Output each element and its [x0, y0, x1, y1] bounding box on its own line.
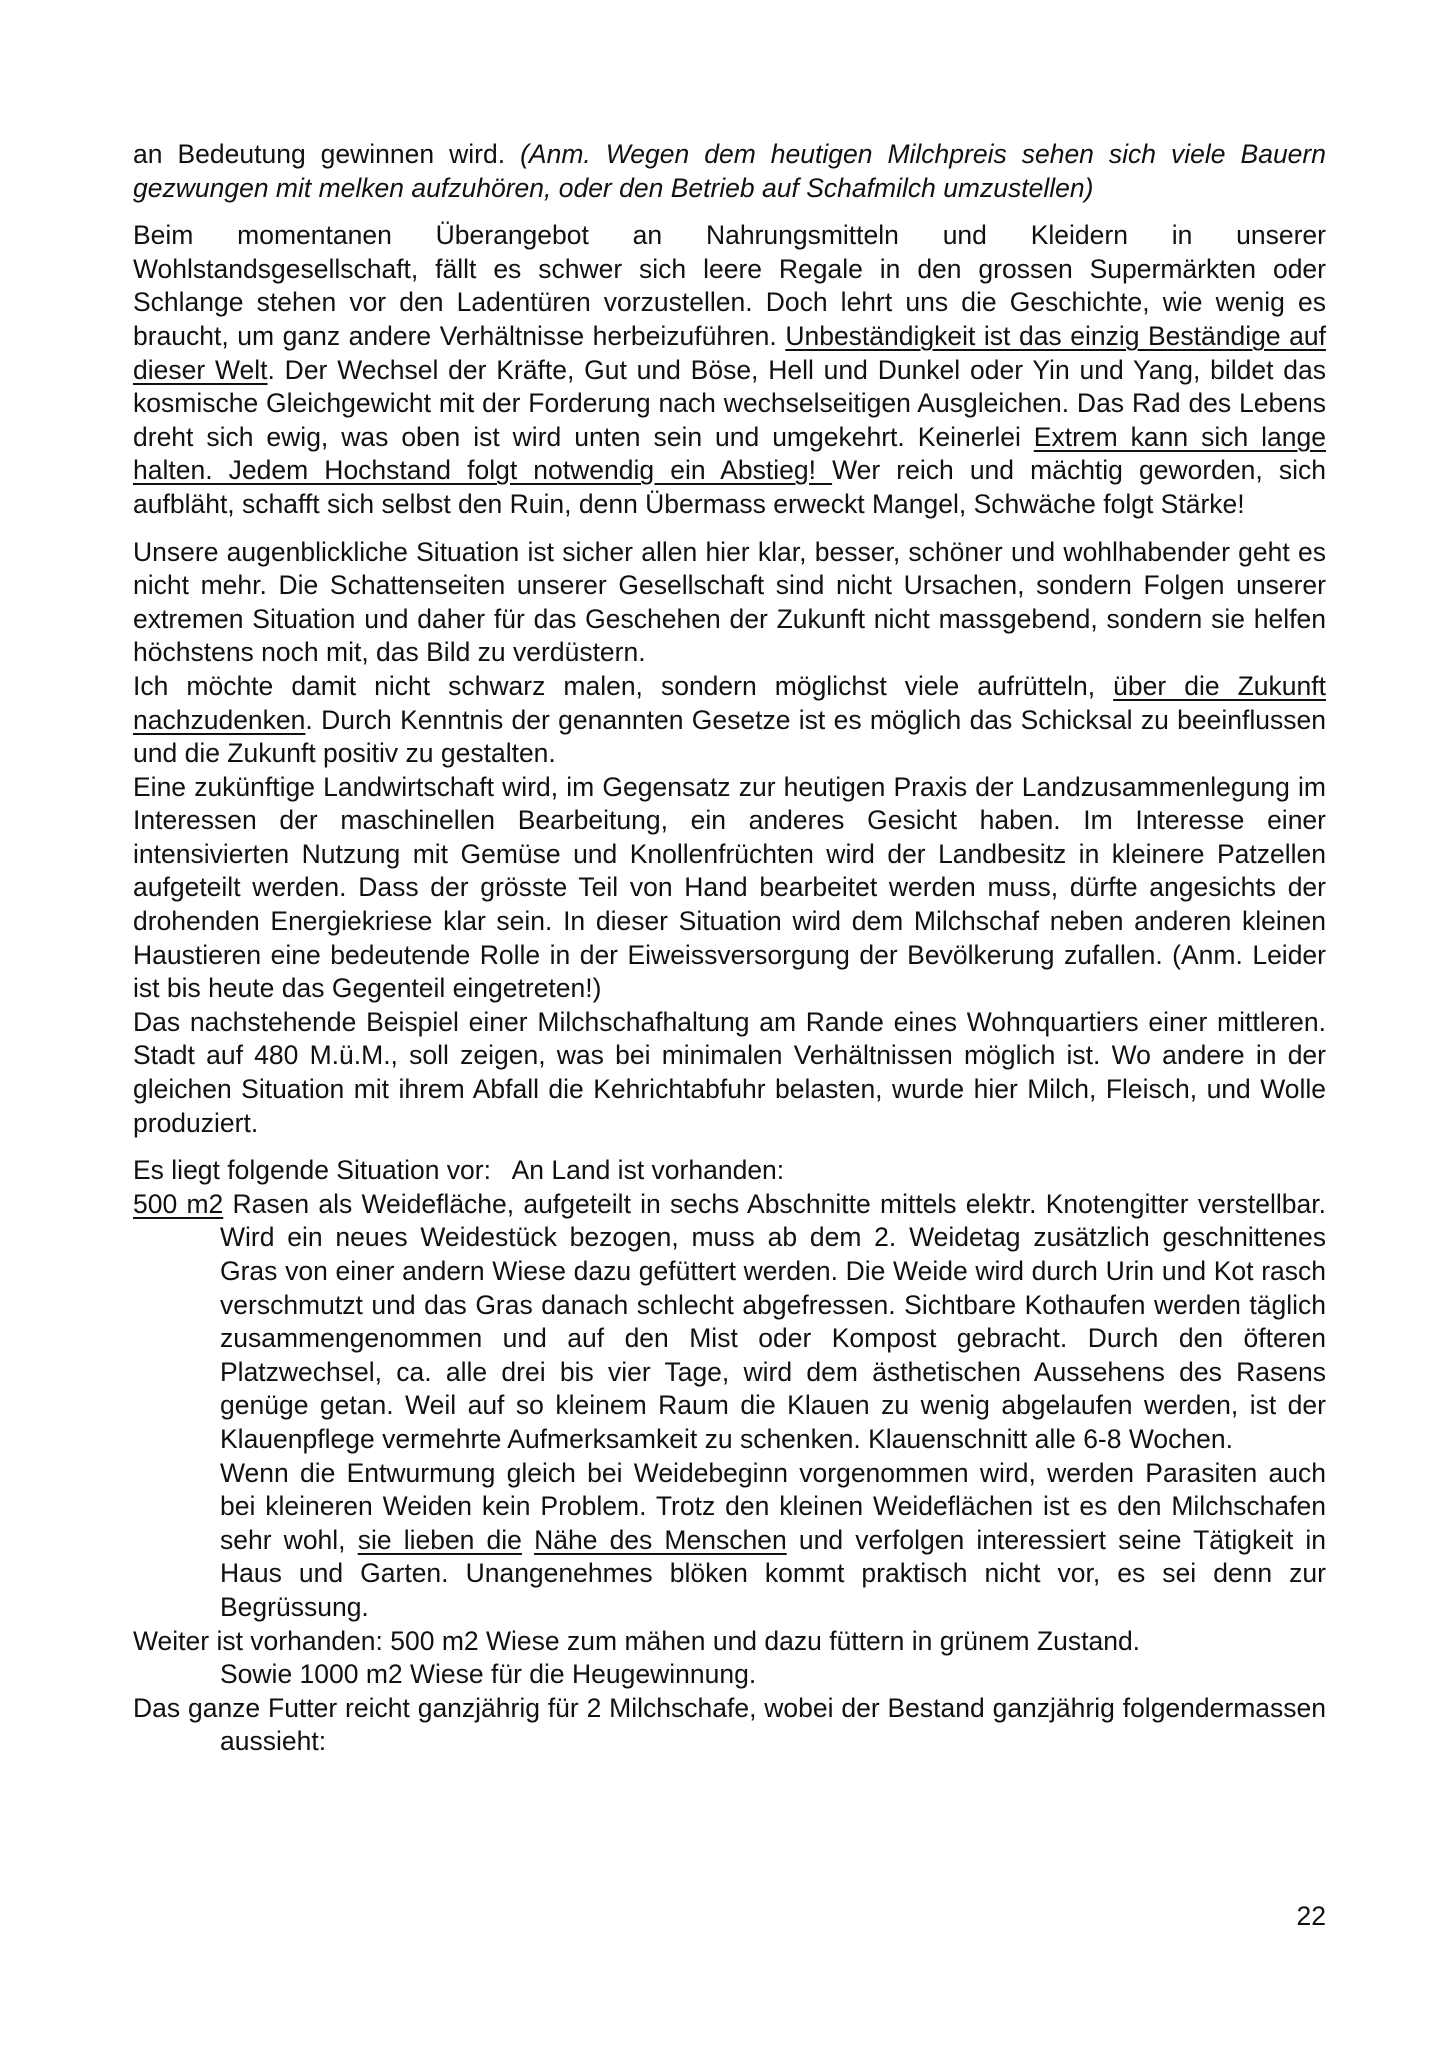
page-number: 22 — [1296, 1901, 1326, 1931]
paragraph-milk-price-note — [133, 138, 1326, 205]
underlined-phrase: über die Zukunft nachzudenken — [133, 670, 1326, 735]
paragraph-pasture-500m2 — [133, 1188, 1326, 1457]
paragraph-meadow-1000m2: Sowie 1000 m2 Wiese für die Heugewinnung. — [220, 1659, 757, 1690]
paragraph-example-milk-sheep: Das nachstehende Beispiel einer Milchschafhaltung am Rande eines Wohnquartiers einer mittleren. Stadt auf 480 M.ü.M., soll zeigen, was bei minimalen Verhältnissen möglich ist. Wo andere in der gleichen Situation mit ihrem Abfall die Kehrichtabfuhr belasten, wurde hier Milch, Fleisch, und Wolle produziert. — [133, 1006, 1326, 1138]
underlined-phrase: Nähe des Menschen — [534, 1524, 787, 1555]
paragraph-text: Rasen als Weidefläche, aufgeteilt in sechs Abschnitte mittels elektr. Knotengitter verstellbar. Wird ein neues Weidestück bezogen, muss ab dem 2. Weidetag zusätzlich geschnittenes Gras von einer andern Wiese dazu gefüttert werden. Die Weide wird durch Urin und Kot rasch verschmutzt und das Gras danach schlecht abgefressen. Sichtbare Kothaufen werden täglich zusammengenommen und auf den Mist oder Kompost gebracht. Durch den öfteren Platzwechsel, ca. alle drei bis vier Tage, wird dem ästhetischen Aussehens des Rasens genüge getan. Weil auf so kleinem Raum die Klauen zu wenig abgelaufen werden, ist der Klauenpflege vermehrte Aufmerksamkeit zu schenken. Klauenschnitt alle 6-8 Wochen. — [220, 1188, 1326, 1454]
paragraph-text: Ich möchte damit nicht schwarz malen, sondern möglichst viele aufrütteln, — [133, 670, 1114, 701]
paragraph-text: . Der Wechsel der Kräfte, Gut und Böse, Hell und Dunkel oder Yin und Yang, bildet das kosmische Gleichgewicht mit der Forderung nach wechselseitigen Ausgleichen. Das Rad des Lebens dreht sich ewig, was oben ist wird unten sein und umgekehrt. Keinerlei — [133, 354, 1327, 452]
paragraph-future-thinking — [133, 670, 1326, 771]
paragraph-text: Beim momentanen Überangebot an Nahrungsmitteln und Kleidern in unserer Wohlstandsgesellschaft, fällt es schwer sich leere Regale in den grossen Supermärkten oder Schlange stehen vor den Ladentüren vorzustellen. Doch lehrt uns die Geschichte, wie wenig es braucht, um ganz andere Verhältnisse herbeizuführen. — [133, 220, 1326, 351]
paragraph-meadow-500m2: Weiter ist vorhanden: 500 m2 Wiese zum mähen und dazu füttern in grünem Zustand. — [133, 1625, 1141, 1656]
paragraph-current-situation: Unsere augenblickliche Situation ist sicher allen hier klar, besser, schöner und wohlhabender geht es nicht mehr. Die Schattenseiten unserer Gesellschaft sind nicht Ursachen, sondern Folgen unserer extremen Situation und daher für das Geschehen der Zukunft nicht massgebend, sondern sie helfen höchstens noch mit, das Bild zu verdüstern. — [133, 536, 1326, 668]
paragraph-text: an Bedeutung gewinnen wird. — [133, 139, 521, 169]
paragraph-oversupply — [133, 219, 1326, 521]
paragraph-text: Wer reich und mächtig geworden, sich aufbläht, schafft sich selbst den Ruin, denn Übermass erweckt Mangel, Schwäche folgt Stärke! — [133, 455, 1327, 519]
paragraph-text: Wenn die Entwurmung gleich bei Weidebeginn vorgenommen wird, werden Parasiten auch bei kleineren Weiden kein Problem. Trotz den kleinen Weideflächen ist es den Milchschafen sehr wohl, — [220, 1457, 1326, 1555]
paragraph-situation-intro: Es liegt folgende Situation vor: An Land ist vorhanden: — [133, 1155, 785, 1186]
underlined-phrase: sie lieben die — [357, 1524, 522, 1555]
paragraph-text: . Durch Kenntnis der genannten Gesetze ist es möglich das Schicksal zu beeinflussen und die Zukunft positiv zu gestalten. — [133, 704, 1326, 769]
paragraph-feed-summary: Das ganze Futter reicht ganzjährig für 2 Milchschafe, wobei der Bestand ganzjährig folgendermassen aussieht: — [133, 1692, 1326, 1757]
paragraph-deworming — [133, 1457, 1326, 1625]
spacer — [522, 1525, 534, 1555]
underlined-phrase: Unbeständigkeit ist das einzig Beständige auf dieser Welt — [133, 320, 1326, 385]
underlined-phrase: Extrem kann sich lange halten. Jedem Hochstand folgt notwendig ein Abstieg! — [133, 421, 1326, 486]
underlined-phrase: 500 m2 — [133, 1188, 224, 1219]
document-page — [133, 138, 1326, 1759]
paragraph-future-agriculture: Eine zukünftige Landwirtschaft wird, im Gegensatz zur heutigen Praxis der Landzusammenlegung im Interessen der maschinellen Bearbeitung, ein anderes Gesicht haben. Im Interesse einer intensivierten Nutzung mit Gemüse und Knollenfrüchten wird der Landbesitz in kleinere Patzellen aufgeteilt werden. Dass der grösste Teil von Hand bearbeitet werden muss, dürfte angesichts der drohenden Energiekriese klar sein. In dieser Situation wird dem Milchschaf neben anderen kleinen Haustieren eine bedeutende Rolle in der Eiweissversorgung der Bevölkerung zufallen. (Anm. Leider ist bis heute das Gegenteil eingetreten!) — [133, 771, 1326, 1004]
italic-annotation: (Anm. Wegen dem heutigen Milchpreis sehen sich viele Bauern gezwungen mit melken aufzuhören, oder den Betrieb auf Schafmilch umzustellen) — [133, 139, 1326, 203]
paragraph-text: und verfolgen interessiert seine Tätigkeit in Haus und Garten. Unangenehmes blöken kommt praktisch nicht vor, es sei denn zur Begrüssung. — [220, 1524, 1326, 1622]
